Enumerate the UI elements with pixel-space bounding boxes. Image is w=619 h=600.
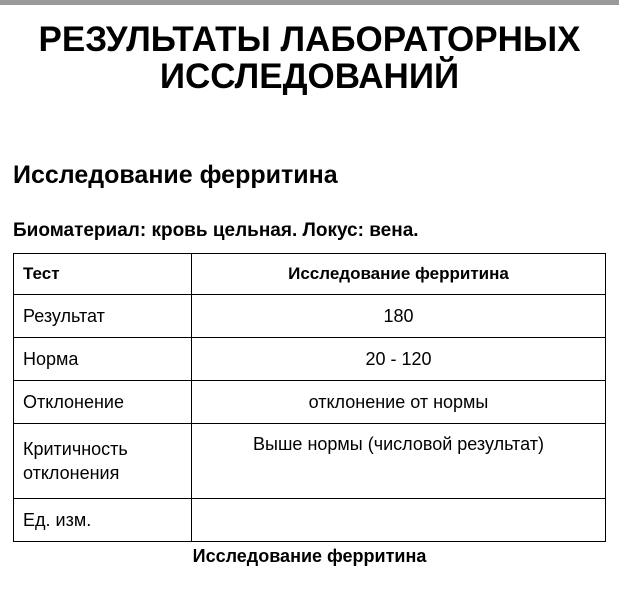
row-label-criticality: Критичность отклонения: [14, 424, 192, 499]
row-value-unit: [192, 499, 606, 542]
table-header-row: [14, 254, 606, 295]
section-title: Исследование ферритина: [13, 161, 338, 189]
top-border: [0, 0, 619, 5]
row-label-unit: Ед. изм.: [14, 499, 192, 542]
row-value-result: 180: [192, 295, 606, 338]
table-row: [14, 499, 606, 542]
table-row: [14, 295, 606, 338]
header-test: Тест: [14, 254, 192, 295]
header-study: Исследование ферритина: [192, 254, 606, 295]
row-value-criticality: Выше нормы (числовой результат): [192, 424, 606, 499]
row-value-deviation: отклонение от нормы: [192, 381, 606, 424]
page-title: РЕЗУЛЬТАТЫ ЛАБОРАТОРНЫХ ИССЛЕДОВАНИЙ: [38, 20, 581, 96]
table-caption: Исследование ферритина: [192, 546, 427, 566]
row-value-norm: 20 - 120: [192, 338, 606, 381]
row-label-result: Результат: [14, 295, 192, 338]
row-label-deviation: Отклонение: [14, 381, 192, 424]
biomaterial-line: Биоматериал: кровь цельная. Локус: вена.: [13, 220, 419, 241]
table-row: [14, 381, 606, 424]
results-table: [13, 253, 606, 542]
table-row: [14, 424, 606, 499]
table-row: [14, 338, 606, 381]
row-label-norm: Норма: [14, 338, 192, 381]
